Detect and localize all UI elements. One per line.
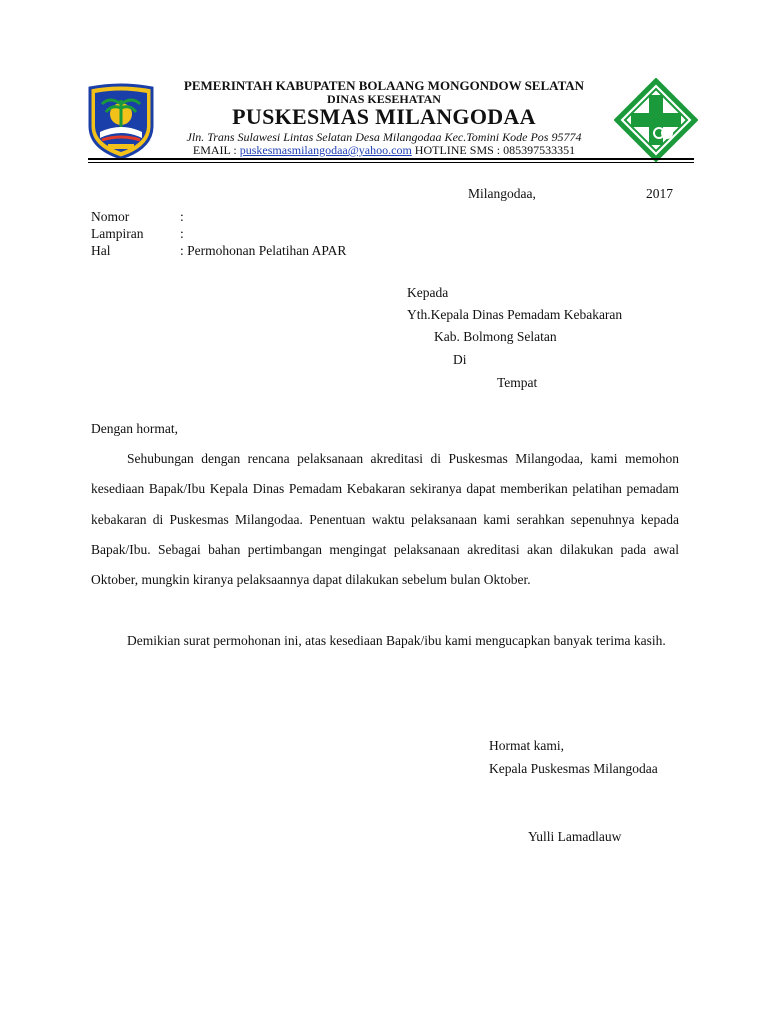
hotline: HOTLINE SMS : 085397533351 [414, 143, 576, 157]
letter-year: 2017 [646, 186, 673, 201]
letterhead-address: Jln. Trans Sulawesi Lintas Selatan Desa Milangodaa Kec.Tomini Kode Pos 95774 [186, 130, 582, 144]
letterhead-rule-thick [88, 158, 694, 160]
recipient-line1: Yth.Kepala Dinas Pemadam Kebakaran [407, 307, 623, 322]
body-paragraph-2: Demikian surat permohonan ini, atas kesediaan Bapak/ibu kami mengucapkan banyak terima kasih. [127, 633, 666, 648]
lampiran-value: : [180, 226, 184, 241]
letter-place: Milangodaa, [468, 186, 536, 201]
letterhead-rule-thin [88, 162, 694, 163]
email-label: EMAIL : [192, 143, 237, 157]
greeting: Dengan hormat, [91, 421, 178, 436]
email-link[interactable]: puskesmasmilangodaa@yahoo.com [239, 143, 412, 157]
recipient-tempat: Tempat [497, 375, 538, 390]
hal-label: Hal [91, 243, 111, 258]
closing-position: Kepala Puskesmas Milangodaa [489, 761, 658, 776]
hal-value: : Permohonan Pelatihan APAR [180, 243, 347, 258]
letterhead-contact [160, 143, 608, 158]
regency-crest-icon [86, 82, 156, 160]
recipient-line2: Kab. Bolmong Selatan [434, 329, 557, 344]
lampiran-label: Lampiran [91, 226, 144, 241]
closing-salutation: Hormat kami, [489, 738, 564, 753]
letterhead-government: PEMERINTAH KABUPATEN BOLAANG MONGONDOW SELATAN [183, 78, 585, 93]
nomor-label: Nomor [91, 209, 130, 224]
recipient-di: Di [453, 352, 467, 367]
body-paragraph-1: Sehubungan dengan rencana pelaksanaan akreditasi di Puskesmas Milangodaa, kami memohon kesediaan Bapak/Ibu Kepala Dinas Pemadam Kebakaran sekiranya dapat memberikan pelatihan pemadam kebakaran di Puskesmas Milangodaa. Penentuan waktu pelaksanaan kami serahkan sepenuhnya kepada Bapak/Ibu. Sebagai bahan pertimbangan mengingat pelaksanaan akreditasi akan dilakukan pada awal Oktober, mungkin kiranya pelaksaannya dapat dilakukan sebelum bulan Oktober. [91, 451, 679, 588]
letterhead-department: DINAS KESEHATAN [327, 92, 441, 106]
puskesmas-cross-icon [614, 78, 698, 162]
recipient-kepada: Kepada [407, 285, 449, 300]
letterhead-title: PUSKESMAS MILANGODAA [232, 104, 536, 129]
nomor-value: : [180, 209, 184, 224]
signatory-name: Yulli Lamadlauw [528, 829, 622, 844]
